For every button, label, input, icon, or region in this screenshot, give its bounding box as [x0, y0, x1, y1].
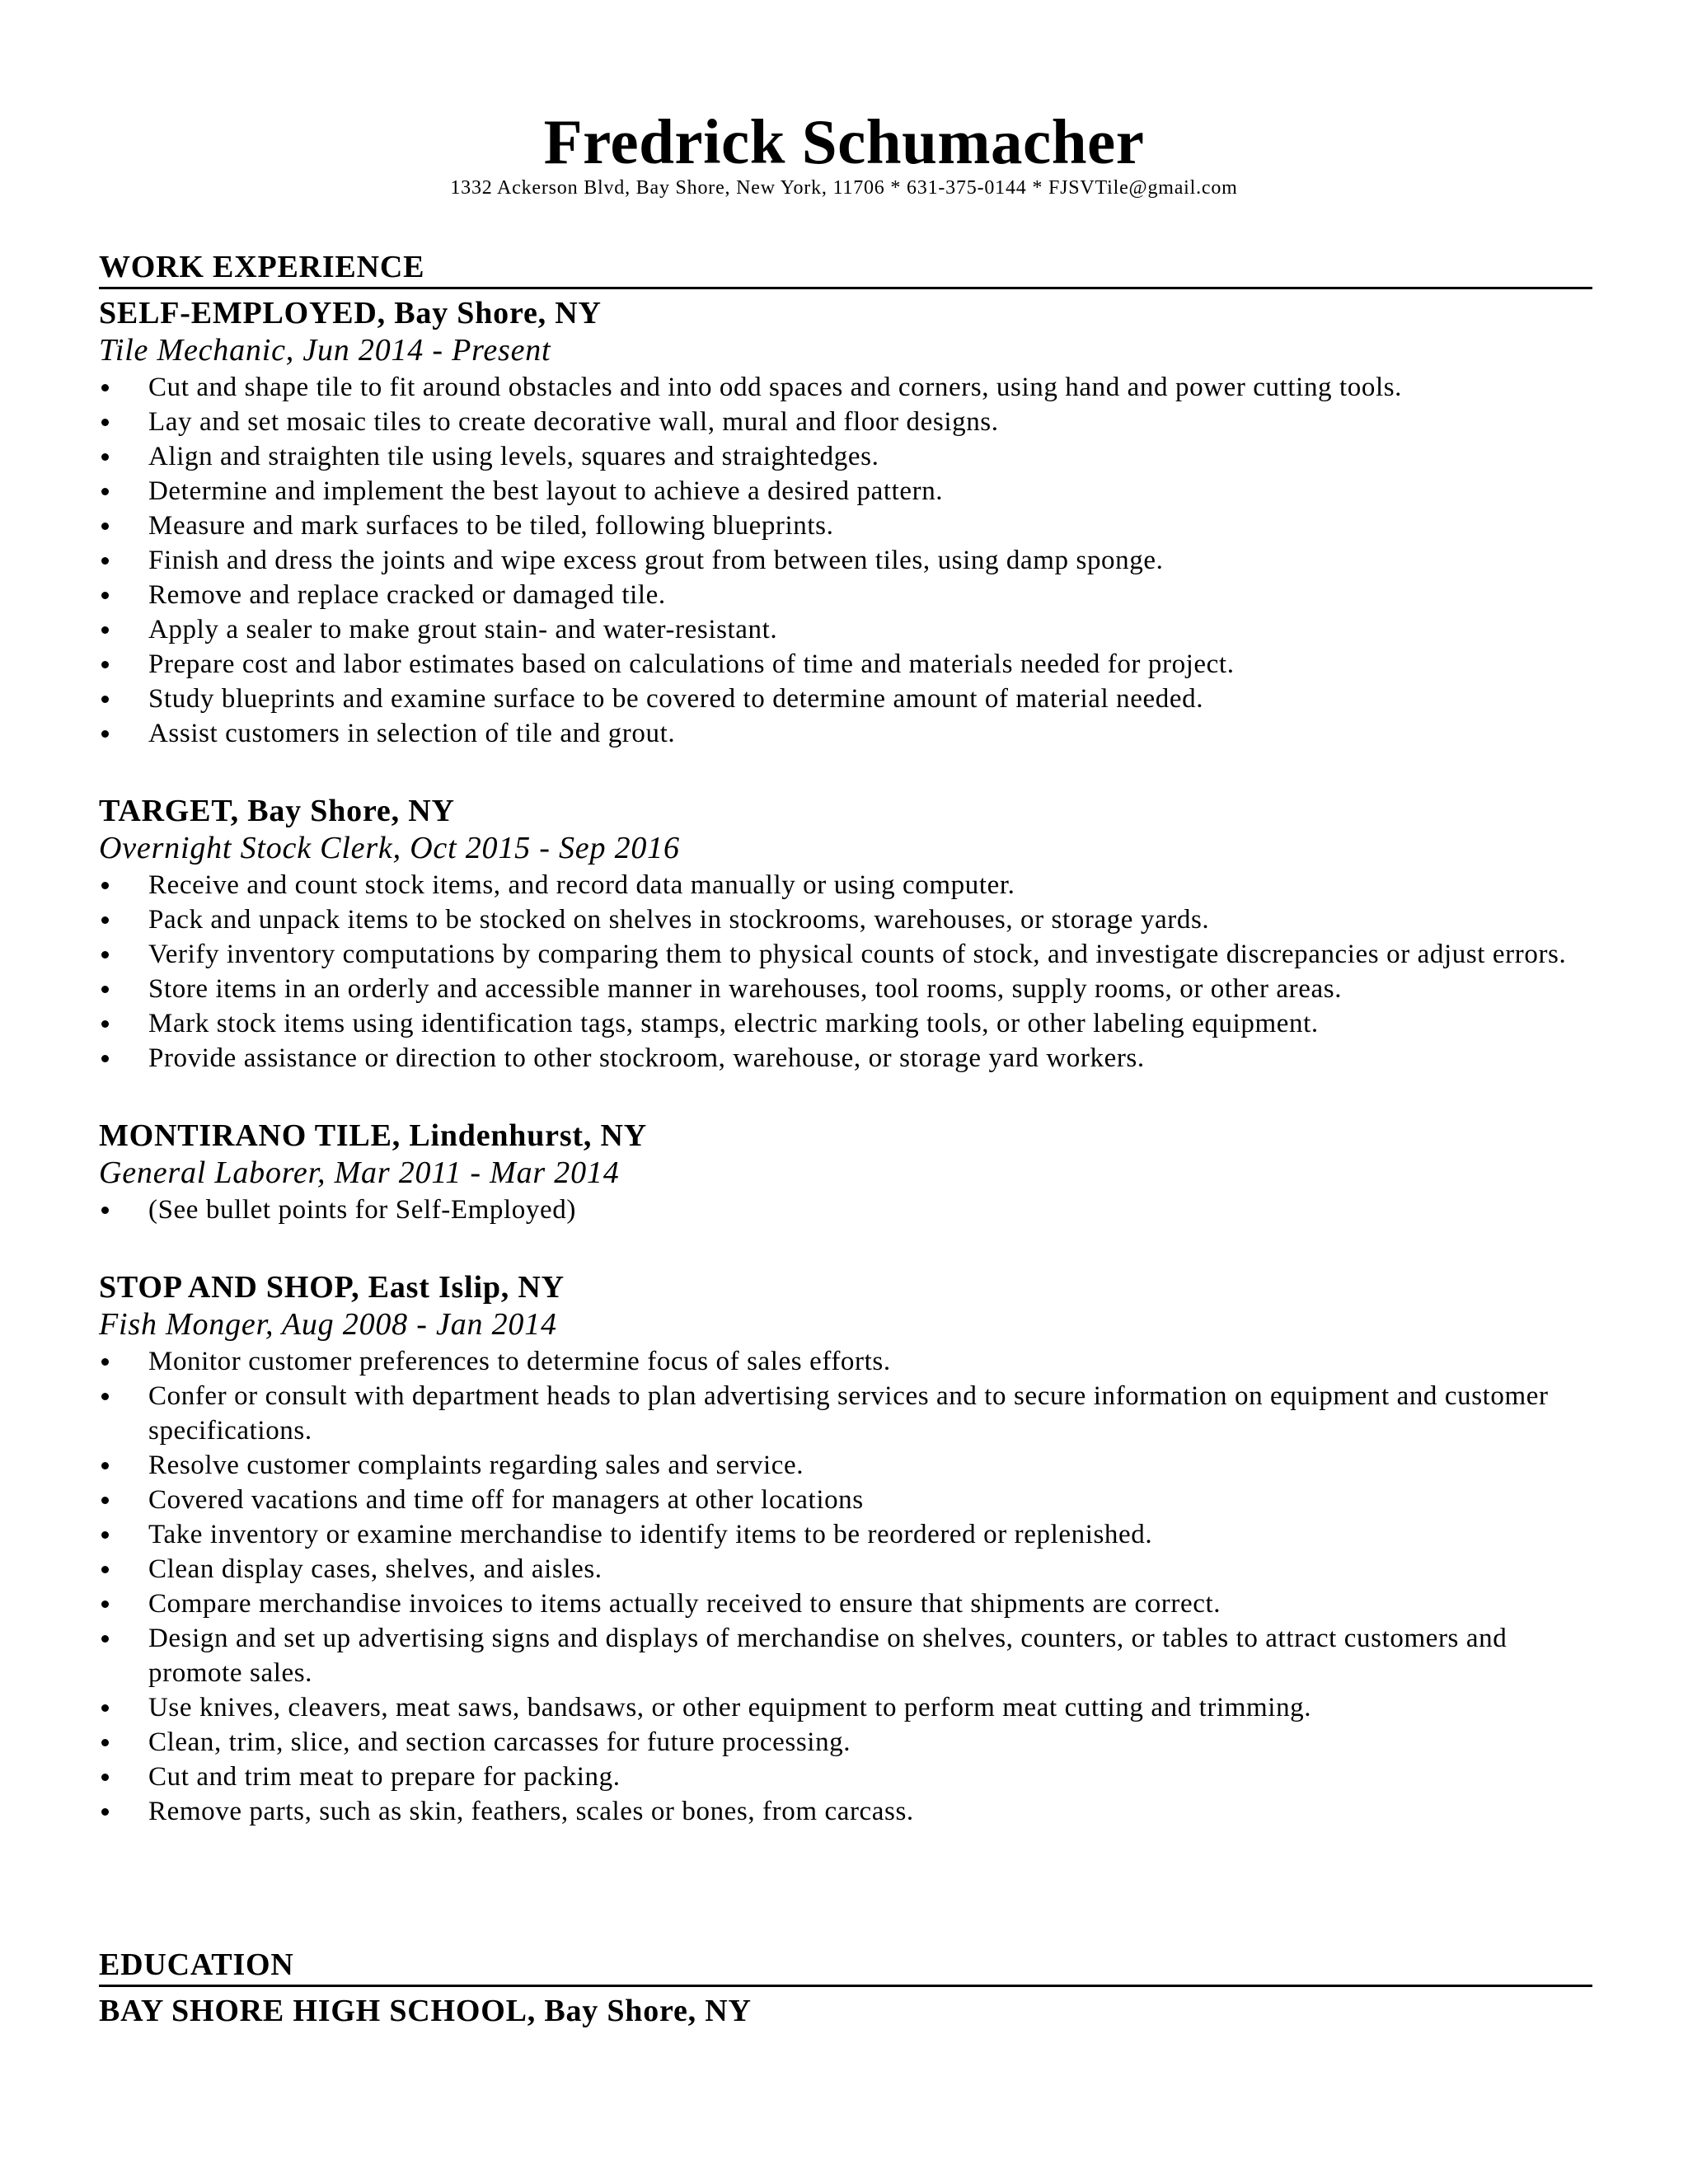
- list-item: Align and straighten tile using levels, squares and straightedges.: [99, 439, 1592, 474]
- list-item: Assist customers in selection of tile and grout.: [99, 716, 1592, 751]
- list-item: Apply a sealer to make grout stain- and water-resistant.: [99, 612, 1592, 647]
- spacer: [99, 1076, 1592, 1112]
- spacer: [99, 1227, 1592, 1263]
- bullet-icon: [101, 1358, 109, 1366]
- job-employer: STOP AND SHOP, East Islip, NY: [99, 1270, 565, 1305]
- bullet-icon: [101, 1808, 109, 1816]
- job-role: Overnight Stock Clerk, Oct 2015 - Sep 2016: [99, 831, 680, 865]
- list-item: Cut and trim meat to prepare for packing.: [99, 1760, 1592, 1794]
- bullet-icon: [101, 488, 109, 495]
- job-employer: TARGET, Bay Shore, NY: [99, 794, 455, 828]
- list-item: Provide assistance or direction to other stockroom, warehouse, or storage yard workers.: [99, 1041, 1592, 1076]
- job-role: Fish Monger, Aug 2008 - Jan 2014: [99, 1307, 557, 1342]
- bullet-icon: [101, 1635, 109, 1643]
- bullet-icon: [101, 384, 109, 391]
- list-item: Remove and replace cracked or damaged tile.: [99, 578, 1592, 612]
- list-item: Use knives, cleavers, meat saws, bandsaws, or other equipment to perform meat cutting and trimming.: [99, 1690, 1592, 1725]
- education-section: [99, 1947, 1592, 2030]
- list-item: Mark stock items using identification tags, stamps, electric marking tools, or other labeling equipment.: [99, 1006, 1592, 1041]
- list-item: Covered vacations and time off for managers at other locations: [99, 1483, 1592, 1517]
- job-duties: [99, 1344, 1592, 1829]
- bullet-icon: [101, 1601, 109, 1608]
- candidate-name: Fredrick Schumacher: [543, 106, 1145, 177]
- list-item: Design and set up advertising signs and displays of merchandise on shelves, counters, or tables to attract customers and promote sales.: [99, 1621, 1592, 1690]
- bullet-icon: [101, 951, 109, 958]
- bullet-icon: [101, 1497, 109, 1504]
- bullet-icon: [101, 986, 109, 993]
- list-item: Monitor customer preferences to determine focus of sales efforts.: [99, 1344, 1592, 1379]
- bullet-icon: [101, 523, 109, 530]
- list-item: Take inventory or examine merchandise to identify items to be reordered or replenished.: [99, 1517, 1592, 1552]
- list-item: Clean display cases, shelves, and aisles.: [99, 1552, 1592, 1586]
- list-item: Pack and unpack items to be stocked on shelves in stockrooms, warehouses, or storage yards.: [99, 902, 1592, 937]
- bullet-icon: [101, 1566, 109, 1573]
- bullet-icon: [101, 1531, 109, 1539]
- bullet-icon: [101, 1774, 109, 1781]
- list-item: Resolve customer complaints regarding sales and service.: [99, 1448, 1592, 1483]
- job-entry: [99, 1268, 1592, 1829]
- bullet-icon: [101, 453, 109, 461]
- contact-line: 1332 Ackerson Blvd, Bay Shore, New York, 11706 * 631-375-0144 * FJSVTile@gmail.com: [450, 177, 1238, 199]
- job-entry: [99, 792, 1592, 1076]
- bullet-icon: [101, 1020, 109, 1028]
- list-item: Remove parts, such as skin, feathers, scales or bones, from carcass.: [99, 1794, 1592, 1829]
- bullet-icon: [101, 419, 109, 426]
- bullet-icon: [101, 916, 109, 924]
- list-item: Receive and count stock items, and record data manually or using computer.: [99, 868, 1592, 902]
- job-role: Tile Mechanic, Jun 2014 - Present: [99, 333, 551, 368]
- job-role: General Laborer, Mar 2011 - Mar 2014: [99, 1155, 620, 1190]
- job-duties: [99, 370, 1592, 751]
- work-experience-section: [99, 249, 1592, 1829]
- spacer: [99, 751, 1592, 787]
- job-duties: [99, 868, 1592, 1076]
- bullet-icon: [101, 1207, 109, 1214]
- list-item: Measure and mark surfaces to be tiled, following blueprints.: [99, 509, 1592, 543]
- bullet-icon: [101, 592, 109, 599]
- list-item: Confer or consult with department heads to plan advertising services and to secure information on equipment and customer specifications.: [99, 1379, 1592, 1448]
- section-title-education: EDUCATION: [99, 1947, 1592, 1987]
- bullet-icon: [101, 626, 109, 634]
- bullet-icon: [101, 1393, 109, 1400]
- list-item: (See bullet points for Self-Employed): [99, 1193, 1592, 1227]
- bullet-icon: [101, 882, 109, 889]
- bullet-icon: [101, 696, 109, 703]
- bullet-icon: [101, 730, 109, 738]
- bullet-icon: [101, 1704, 109, 1712]
- list-item: Finish and dress the joints and wipe excess grout from between tiles, using damp sponge.: [99, 543, 1592, 578]
- school-name: BAY SHORE HIGH SCHOOL, Bay Shore, NY: [99, 1994, 752, 2028]
- list-item: Compare merchandise invoices to items actually received to ensure that shipments are correct.: [99, 1586, 1592, 1621]
- bullet-icon: [101, 661, 109, 668]
- list-item: Cut and shape tile to fit around obstacles and into odd spaces and corners, using hand and power cutting tools.: [99, 370, 1592, 405]
- bullet-icon: [101, 557, 109, 565]
- section-title-work: WORK EXPERIENCE: [99, 249, 1592, 289]
- bullet-icon: [101, 1462, 109, 1469]
- job-entry: [99, 294, 1592, 751]
- bullet-icon: [101, 1055, 109, 1062]
- bullet-icon: [101, 1739, 109, 1746]
- job-employer: MONTIRANO TILE, Lindenhurst, NY: [99, 1118, 647, 1153]
- list-item: Prepare cost and labor estimates based on calculations of time and materials needed for project.: [99, 647, 1592, 682]
- job-duties: [99, 1193, 1592, 1227]
- list-item: Verify inventory computations by comparing them to physical counts of stock, and investigate discrepancies or adjust errors.: [99, 937, 1592, 972]
- job-entry: [99, 1117, 1592, 1227]
- list-item: Clean, trim, slice, and section carcasses for future processing.: [99, 1725, 1592, 1760]
- list-item: Lay and set mosaic tiles to create decorative wall, mural and floor designs.: [99, 405, 1592, 439]
- job-employer: SELF-EMPLOYED, Bay Shore, NY: [99, 296, 602, 330]
- list-item: Store items in an orderly and accessible manner in warehouses, tool rooms, supply rooms, or other areas.: [99, 972, 1592, 1006]
- list-item: Study blueprints and examine surface to be covered to determine amount of material needed.: [99, 682, 1592, 716]
- list-item: Determine and implement the best layout to achieve a desired pattern.: [99, 474, 1592, 509]
